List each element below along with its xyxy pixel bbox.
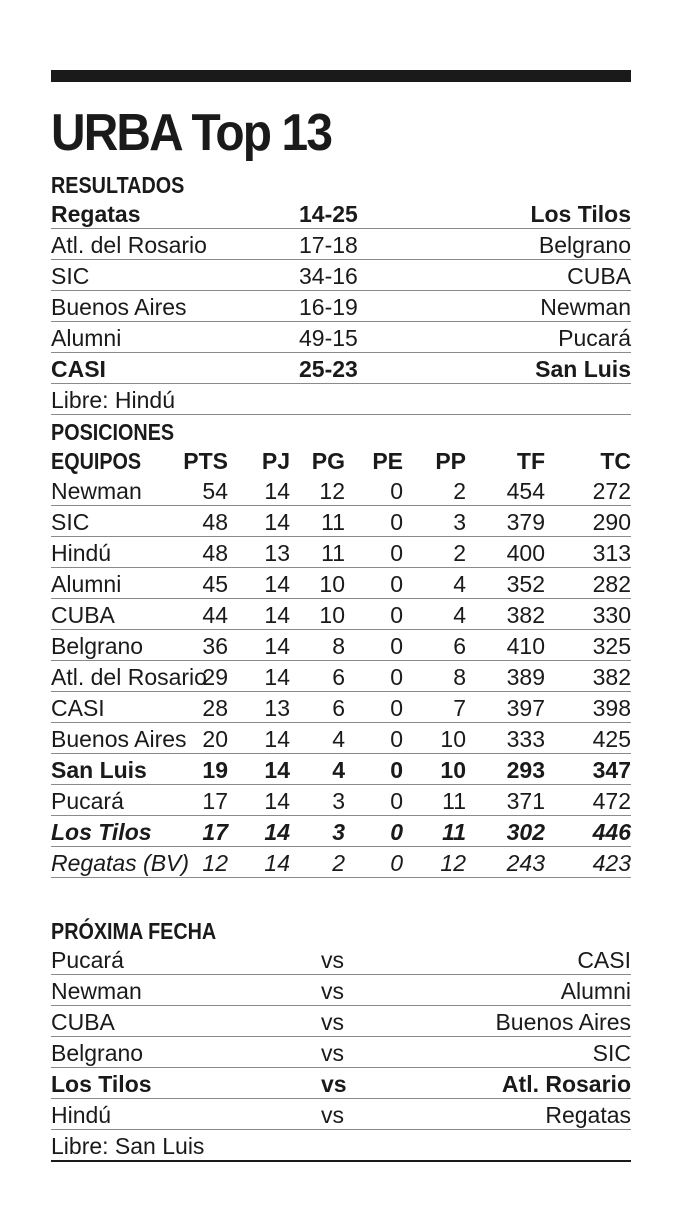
cell-pts: 48 [202, 509, 228, 535]
result-score: 16-19 [299, 294, 358, 320]
result-away: Belgrano [538, 232, 631, 258]
table-row [51, 599, 631, 630]
next-away: Atl. Rosario [501, 1071, 631, 1097]
next-home: Los Tilos [51, 1071, 152, 1097]
cell-tf: 379 [506, 509, 545, 535]
cell-pj: 14 [264, 478, 290, 504]
table-row [51, 816, 631, 847]
cell-tf: 243 [506, 850, 545, 876]
cell-pg: 2 [332, 850, 345, 876]
cell-tc: 446 [592, 819, 631, 845]
cell-pe: 0 [390, 602, 403, 628]
cell-tf: 293 [506, 757, 545, 783]
table-row [51, 630, 631, 661]
cell-team: Buenos Aires [51, 726, 187, 752]
cell-tf: 333 [506, 726, 545, 752]
cell-pj: 14 [264, 664, 290, 690]
next-away: Alumni [560, 978, 631, 1004]
cell-pj: 14 [264, 726, 290, 752]
standings-header-row [51, 445, 631, 475]
result-row [51, 198, 631, 229]
cell-pts: 29 [202, 664, 228, 690]
col-header-team: EQUIPOS [51, 448, 142, 474]
cell-tc: 347 [592, 757, 631, 783]
cell-team: Atl. del Rosario [51, 664, 207, 690]
cell-pe: 0 [390, 540, 403, 566]
cell-pe: 0 [390, 633, 403, 659]
cell-pe: 0 [390, 726, 403, 752]
result-away: Newman [540, 294, 631, 320]
cell-tc: 272 [592, 478, 631, 504]
cell-tf: 389 [506, 664, 545, 690]
cell-tf: 382 [506, 602, 545, 628]
cell-pe: 0 [390, 664, 403, 690]
cell-pe: 0 [390, 509, 403, 535]
cell-tc: 472 [592, 788, 631, 814]
cell-pj: 14 [264, 788, 290, 814]
result-home: Regatas [51, 201, 141, 227]
next-vs: vs [321, 1102, 344, 1128]
cell-pp: 4 [453, 602, 466, 628]
next-home: Belgrano [51, 1040, 144, 1066]
cell-pp: 3 [453, 509, 466, 535]
cell-pp: 10 [440, 757, 466, 783]
result-home: SIC [51, 263, 90, 289]
top-rule [51, 70, 631, 82]
cell-pe: 0 [390, 478, 403, 504]
section-gap [51, 878, 631, 914]
cell-tc: 290 [592, 509, 631, 535]
table-row [51, 661, 631, 692]
cell-pe: 0 [390, 695, 403, 721]
cell-pj: 13 [264, 540, 290, 566]
cell-pg: 6 [332, 664, 345, 690]
cell-pg: 8 [332, 633, 345, 659]
cell-pj: 14 [264, 633, 290, 659]
cell-tf: 400 [506, 540, 545, 566]
cell-pts: 48 [202, 540, 228, 566]
cell-pts: 28 [202, 695, 228, 721]
result-home: Buenos Aires [51, 294, 187, 320]
cell-pp: 7 [453, 695, 466, 721]
next-row [51, 1068, 631, 1099]
result-row [51, 260, 631, 291]
cell-pg: 10 [319, 602, 345, 628]
next-away: Regatas [545, 1102, 631, 1128]
col-header-pts: PTS [183, 448, 228, 474]
cell-pe: 0 [390, 757, 403, 783]
cell-team: Belgrano [51, 633, 144, 659]
cell-pts: 44 [202, 602, 228, 628]
cell-pj: 14 [264, 757, 290, 783]
page-title: URBA Top 13 [51, 104, 332, 162]
cell-tc: 325 [592, 633, 631, 659]
cell-tc: 282 [592, 571, 631, 597]
results-heading: RESULTADOS [51, 172, 185, 198]
next-heading: PRÓXIMA FECHA [51, 918, 217, 944]
col-header-tc: TC [600, 448, 631, 474]
cell-team: CUBA [51, 602, 115, 628]
col-header-tf: TF [516, 448, 545, 474]
cell-pp: 11 [442, 788, 466, 814]
cell-pts: 45 [202, 571, 228, 597]
col-header-pp: PP [435, 448, 466, 474]
cell-pg: 6 [332, 695, 345, 721]
cell-pp: 12 [440, 850, 466, 876]
next-vs: vs [321, 1009, 344, 1035]
cell-tc: 398 [592, 695, 631, 721]
cell-tf: 352 [506, 571, 545, 597]
next-vs: vs [321, 947, 344, 973]
col-header-pj: PJ [261, 448, 290, 474]
next-libre-text: Libre: San Luis [51, 1133, 205, 1159]
standings-heading: POSICIONES [51, 419, 175, 445]
cell-team: Alumni [51, 571, 122, 597]
cell-pj: 14 [264, 602, 290, 628]
cell-pts: 54 [202, 478, 228, 504]
cell-pts: 17 [202, 819, 228, 845]
table-row [51, 568, 631, 599]
next-home: Newman [51, 978, 142, 1004]
next-vs: vs [321, 978, 344, 1004]
cell-pp: 8 [453, 664, 466, 690]
cell-team: CASI [51, 695, 105, 721]
cell-pts: 36 [202, 633, 228, 659]
next-row [51, 975, 631, 1006]
result-score: 25-23 [299, 356, 358, 382]
result-score: 34-16 [299, 263, 358, 289]
result-away: CUBA [567, 263, 631, 289]
cell-tc: 423 [592, 850, 631, 876]
cell-pg: 4 [332, 757, 345, 783]
cell-team: San Luis [51, 757, 147, 783]
cell-pj: 14 [264, 509, 290, 535]
next-vs: vs [321, 1040, 344, 1066]
next-away: CASI [577, 947, 631, 973]
next-row [51, 944, 631, 975]
urba-top13-box [51, 70, 631, 1162]
cell-pj: 14 [264, 850, 290, 876]
result-score: 14-25 [299, 201, 358, 227]
cell-pts: 20 [202, 726, 228, 752]
cell-team: SIC [51, 509, 90, 535]
table-row [51, 506, 631, 537]
cell-pg: 11 [321, 540, 345, 566]
result-away: San Luis [535, 356, 631, 382]
next-libre [51, 1130, 631, 1162]
cell-tf: 397 [506, 695, 545, 721]
cell-pe: 0 [390, 819, 403, 845]
next-home: CUBA [51, 1009, 115, 1035]
cell-pg: 4 [332, 726, 345, 752]
result-row [51, 353, 631, 384]
cell-tc: 313 [592, 540, 631, 566]
table-row [51, 692, 631, 723]
table-row [51, 475, 631, 506]
cell-pj: 13 [264, 695, 290, 721]
cell-tf: 371 [506, 788, 545, 814]
result-home: CASI [51, 356, 106, 382]
result-away: Pucará [558, 325, 631, 351]
cell-tc: 330 [592, 602, 631, 628]
table-row [51, 723, 631, 754]
next-home: Hindú [51, 1102, 112, 1128]
cell-pp: 6 [453, 633, 466, 659]
cell-team: Los Tilos [51, 819, 152, 845]
next-vs: vs [321, 1071, 347, 1097]
result-row [51, 291, 631, 322]
col-header-pe: PE [372, 448, 403, 474]
result-row [51, 322, 631, 353]
cell-pg: 3 [332, 788, 345, 814]
cell-pp: 4 [453, 571, 466, 597]
table-row [51, 785, 631, 816]
cell-pj: 14 [264, 819, 290, 845]
cell-tf: 454 [506, 478, 545, 504]
standings-table [51, 475, 631, 878]
cell-tc: 425 [592, 726, 631, 752]
cell-team: Hindú [51, 540, 112, 566]
col-header-pg: PG [311, 448, 345, 474]
result-score: 17-18 [299, 232, 358, 258]
results-libre-text: Libre: Hindú [51, 387, 176, 413]
cell-pp: 2 [453, 478, 466, 504]
next-row [51, 1037, 631, 1068]
cell-pts: 17 [202, 788, 228, 814]
result-home: Atl. del Rosario [51, 232, 207, 258]
table-row [51, 754, 631, 785]
cell-tf: 302 [506, 819, 545, 845]
cell-team: Regatas (BV) [51, 850, 190, 876]
next-row [51, 1099, 631, 1130]
results-libre [51, 384, 631, 415]
table-row [51, 537, 631, 568]
cell-pe: 0 [390, 788, 403, 814]
cell-tf: 410 [506, 633, 545, 659]
result-away: Los Tilos [530, 201, 631, 227]
cell-pg: 10 [319, 571, 345, 597]
cell-pts: 19 [202, 757, 228, 783]
cell-pg: 11 [321, 509, 345, 535]
cell-pg: 12 [319, 478, 345, 504]
cell-team: Newman [51, 478, 142, 504]
next-away: SIC [592, 1040, 631, 1066]
cell-pp: 2 [453, 540, 466, 566]
next-home: Pucará [51, 947, 124, 973]
cell-pj: 14 [264, 571, 290, 597]
next-row [51, 1006, 631, 1037]
result-home: Alumni [51, 325, 122, 351]
cell-pe: 0 [390, 571, 403, 597]
next-away: Buenos Aires [495, 1009, 631, 1035]
result-score: 49-15 [299, 325, 358, 351]
table-row [51, 847, 631, 878]
cell-pp: 10 [440, 726, 466, 752]
result-row [51, 229, 631, 260]
cell-pe: 0 [390, 850, 403, 876]
cell-pp: 11 [442, 819, 466, 845]
cell-tc: 382 [592, 664, 631, 690]
cell-pts: 12 [202, 850, 228, 876]
cell-pg: 3 [332, 819, 345, 845]
cell-team: Pucará [51, 788, 124, 814]
